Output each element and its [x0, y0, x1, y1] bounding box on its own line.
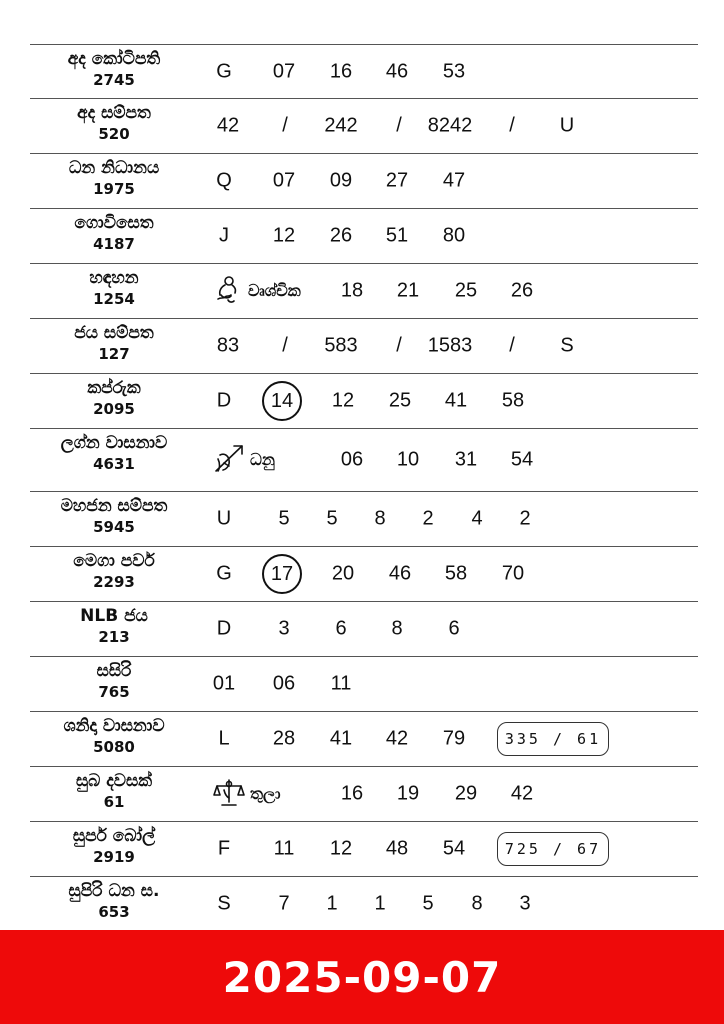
draw-number: 4187: [93, 235, 135, 253]
table-row: [30, 821, 698, 876]
lottery-name: [30, 716, 198, 757]
lottery-title: ශනිදා වාසනාව: [63, 716, 165, 736]
draw-number: 765: [98, 683, 130, 701]
draw-number: 213: [98, 628, 130, 646]
separator: /: [509, 114, 515, 137]
lottery-title: කප්රුක: [87, 378, 141, 398]
result-value: 01: [212, 672, 236, 695]
result-value: 10: [396, 448, 420, 471]
result-value: U: [559, 114, 575, 137]
lottery-title: සුබ දවසක්: [75, 771, 153, 791]
lottery-name: [30, 103, 198, 144]
result-value: 242: [324, 114, 358, 137]
lottery-title: මහජන සම්පත: [60, 496, 168, 516]
result-value: 54: [510, 448, 534, 471]
lottery-title: ගොවිසෙත: [74, 213, 154, 233]
draw-number: 5945: [93, 518, 135, 536]
lottery-name: [30, 496, 198, 537]
separator: /: [282, 114, 288, 137]
result-value: U: [216, 507, 232, 530]
zodiac-label: ධනු: [250, 450, 275, 469]
result-value: 20: [331, 562, 355, 585]
result-value: 5: [422, 892, 434, 915]
separator: /: [396, 114, 402, 137]
lottery-title: අද සම්පත: [77, 103, 151, 123]
result-value: 06: [272, 672, 296, 695]
lottery-title: NLB ජය: [80, 606, 148, 626]
result-value: G: [216, 60, 232, 83]
result-value: 28: [272, 727, 296, 750]
result-value: 6: [448, 617, 460, 640]
bonus-badge: 335 / 61: [497, 722, 609, 756]
draw-number: 1254: [93, 290, 135, 308]
lottery-name: [30, 606, 198, 647]
result-value: 1: [374, 892, 386, 915]
result-value: 5: [326, 507, 338, 530]
table-row: [30, 656, 698, 711]
result-value: 25: [454, 279, 478, 302]
result-value: 8242: [427, 114, 473, 137]
result-value: 8: [471, 892, 483, 915]
table-row: [30, 208, 698, 263]
sagittarius-icon: [212, 441, 246, 479]
lottery-name: [30, 771, 198, 812]
result-value: 47: [442, 169, 466, 192]
result-value: 07: [272, 169, 296, 192]
result-value: 4: [471, 507, 483, 530]
table-row: [30, 263, 698, 318]
lottery-name: [30, 378, 198, 419]
result-value: D: [216, 389, 232, 412]
table-row: [30, 546, 698, 601]
table-row: [30, 318, 698, 373]
bonus-badge: 725 / 67: [497, 832, 609, 866]
separator: /: [509, 334, 515, 357]
result-value: 51: [385, 224, 409, 247]
result-value: J: [219, 224, 229, 247]
draw-number: 127: [98, 345, 130, 363]
result-value: Q: [216, 169, 232, 192]
lottery-title: ජය සම්පත: [74, 323, 154, 343]
libra-icon: [212, 776, 246, 812]
result-value: 54: [442, 837, 466, 860]
result-value: 48: [385, 837, 409, 860]
result-value: 21: [396, 279, 420, 302]
aquarius-icon: [212, 273, 244, 309]
result-value: 46: [388, 562, 412, 585]
draw-number: 2745: [93, 71, 135, 89]
result-value: 42: [216, 114, 240, 137]
result-value: 58: [444, 562, 468, 585]
lottery-name: [30, 268, 198, 309]
table-row: [30, 153, 698, 208]
lottery-title: සුපිරි ධන ස.: [68, 881, 160, 901]
table-row: [30, 711, 698, 766]
draw-number: 61: [103, 793, 125, 811]
table-row: [30, 98, 698, 153]
result-value: 18: [340, 279, 364, 302]
result-value: 3: [278, 617, 290, 640]
lottery-title: මෙගා පවර්: [73, 551, 155, 571]
result-value: G: [216, 562, 232, 585]
result-value: 06: [340, 448, 364, 471]
zodiac-sign: [212, 776, 280, 812]
result-value: 2: [519, 507, 531, 530]
result-value: F: [217, 837, 231, 860]
lottery-title: හඳහන: [89, 268, 139, 288]
lottery-name: [30, 661, 198, 702]
draw-number: 2919: [93, 848, 135, 866]
lottery-name: [30, 433, 198, 474]
result-value: 7: [278, 892, 290, 915]
table-row: [30, 428, 698, 491]
lottery-title: ලග්න වාසනාව: [60, 433, 168, 453]
date-banner: [0, 930, 724, 1024]
lottery-title: සසිරි: [96, 661, 132, 681]
result-value: 5: [278, 507, 290, 530]
result-value: 09: [329, 169, 353, 192]
result-value: 16: [340, 782, 364, 805]
result-value: 583: [324, 334, 358, 357]
circled-number: 14: [262, 381, 302, 421]
table-row: [30, 601, 698, 656]
result-value: S: [217, 892, 231, 915]
result-value: 11: [273, 837, 295, 860]
table-row: [30, 766, 698, 821]
result-value: 1583: [427, 334, 473, 357]
result-value: 1: [326, 892, 338, 915]
result-value: 25: [388, 389, 412, 412]
lottery-name: [30, 881, 198, 922]
result-value: 46: [385, 60, 409, 83]
circled-number: 17: [262, 554, 302, 594]
result-value: 11: [330, 672, 352, 695]
lottery-name: [30, 49, 198, 90]
result-value: 3: [519, 892, 531, 915]
table-row: [30, 876, 698, 932]
result-value: 41: [329, 727, 353, 750]
result-value: 16: [329, 60, 353, 83]
draw-number: 5080: [93, 738, 135, 756]
result-value: 12: [329, 837, 353, 860]
draw-number: 653: [98, 903, 130, 921]
result-value: 27: [385, 169, 409, 192]
result-value: 80: [442, 224, 466, 247]
result-value: 42: [510, 782, 534, 805]
result-value: 83: [216, 334, 240, 357]
result-value: S: [560, 334, 574, 357]
result-value: 07: [272, 60, 296, 83]
result-value: D: [216, 617, 232, 640]
result-value: L: [218, 727, 230, 750]
result-value: 8: [391, 617, 403, 640]
lottery-name: [30, 158, 198, 199]
result-value: 12: [272, 224, 296, 247]
table-row: [30, 44, 698, 98]
result-value: 42: [385, 727, 409, 750]
lottery-name: [30, 323, 198, 364]
lottery-title: අද කෝටිපති: [67, 49, 161, 69]
result-value: 12: [331, 389, 355, 412]
results-table: [30, 44, 698, 932]
result-value: 70: [501, 562, 525, 585]
lottery-title: සුපර් බෝල්: [72, 826, 156, 846]
draw-date: 2025-09-07: [222, 952, 502, 1002]
table-row: [30, 373, 698, 428]
lottery-name: [30, 826, 198, 867]
draw-number: 520: [98, 125, 130, 143]
result-value: 58: [501, 389, 525, 412]
draw-number: 2293: [93, 573, 135, 591]
zodiac-sign: [212, 273, 301, 309]
result-value: 2: [422, 507, 434, 530]
lottery-name: [30, 551, 198, 592]
lottery-name: [30, 213, 198, 254]
draw-number: 1975: [93, 180, 135, 198]
result-value: 31: [454, 448, 478, 471]
draw-number: 4631: [93, 455, 135, 473]
result-value: 8: [374, 507, 386, 530]
result-value: 6: [335, 617, 347, 640]
draw-number: 2095: [93, 400, 135, 418]
zodiac-label: තුලා: [250, 784, 281, 803]
zodiac-label: වෘශ්චික: [248, 281, 301, 300]
lottery-title: ධන නිධානය: [68, 158, 160, 178]
separator: /: [282, 334, 288, 357]
result-value: 53: [442, 60, 466, 83]
result-value: 29: [454, 782, 478, 805]
result-value: 41: [444, 389, 468, 412]
result-value: 26: [510, 279, 534, 302]
result-value: 19: [396, 782, 420, 805]
zodiac-sign: [212, 441, 275, 479]
result-value: 79: [442, 727, 466, 750]
result-value: 26: [329, 224, 353, 247]
separator: /: [396, 334, 402, 357]
table-row: [30, 491, 698, 546]
